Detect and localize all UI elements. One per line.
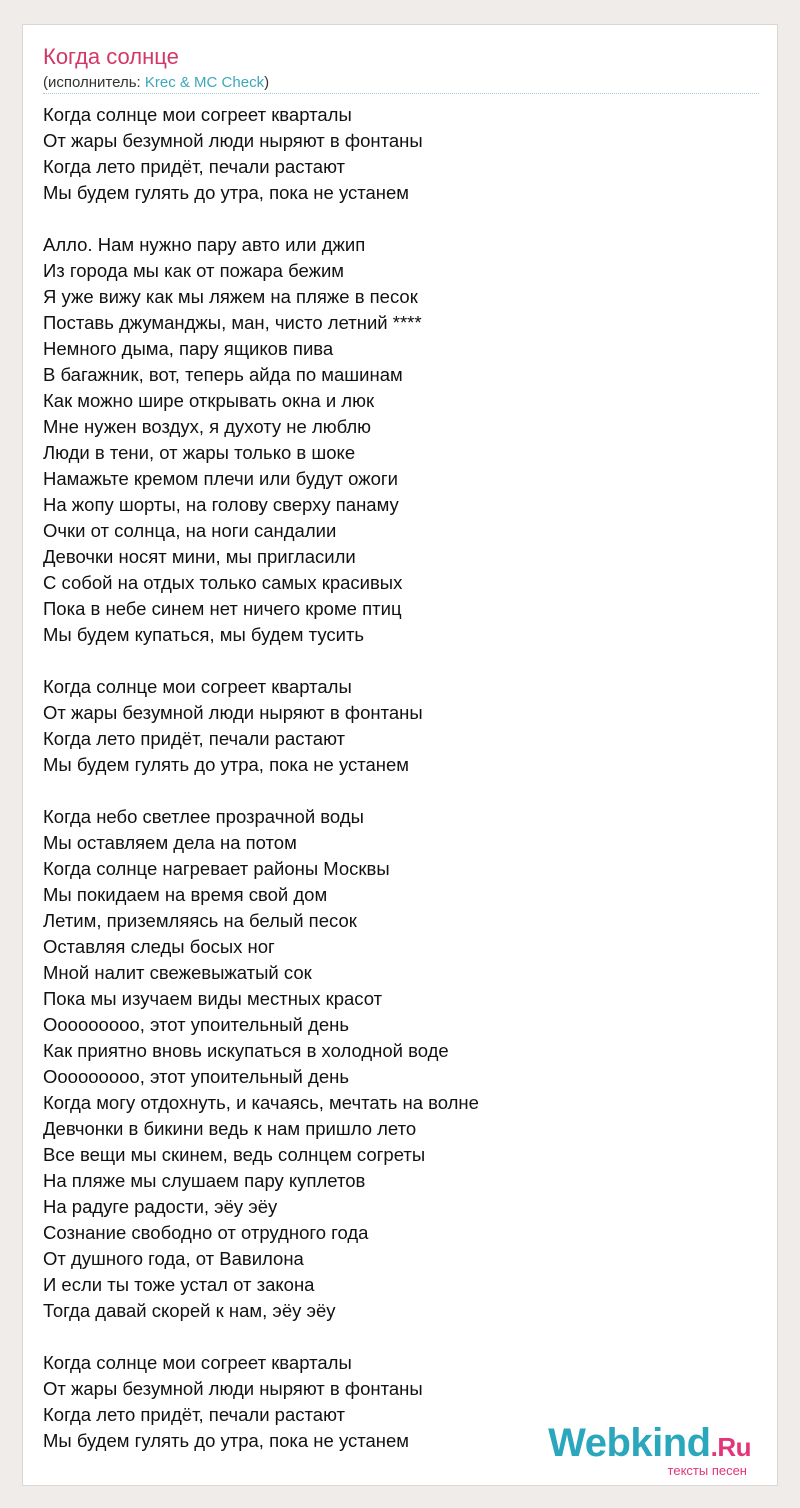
lyric-line: От жары безумной люди ныряют в фонтаны bbox=[43, 702, 423, 723]
lyric-line: Когда лето придёт, печали растают bbox=[43, 728, 346, 749]
lyric-line: Мы будем гулять до утра, пока не устанем bbox=[43, 754, 410, 775]
lyric-line: На радуге радости, эёу эёу bbox=[43, 1196, 278, 1217]
lyric-line: От душного года, от Вавилона bbox=[43, 1248, 304, 1269]
stanza-break bbox=[43, 1324, 743, 1350]
lyric-line: Пока в небе синем нет ничего кроме птиц bbox=[43, 598, 402, 619]
lyric-line: Сознание свободно от отрудного года bbox=[43, 1222, 369, 1243]
lyric-line: Когда лето придёт, печали растают bbox=[43, 156, 346, 177]
site-watermark bbox=[548, 1423, 751, 1477]
lyric-line: Все вещи мы скинем, ведь солнцем согреты bbox=[43, 1144, 426, 1165]
lyric-line: Мы будем купаться, мы будем тусить bbox=[43, 624, 365, 645]
lyrics-body bbox=[43, 102, 743, 1454]
lyric-line: От жары безумной люди ныряют в фонтаны bbox=[43, 130, 423, 151]
lyric-line: Ооооооооо, этот упоительный день bbox=[43, 1066, 349, 1087]
lyric-line: Как приятно вновь искупаться в холодной воде bbox=[43, 1040, 449, 1061]
lyric-line: Алло. Нам нужно пару авто или джип bbox=[43, 234, 366, 255]
lyrics-card bbox=[22, 24, 778, 1486]
lyric-line: На пляже мы слушаем пару куплетов bbox=[43, 1170, 366, 1191]
lyric-line: Оставляя следы босых ног bbox=[43, 936, 275, 957]
stanza-break bbox=[43, 648, 743, 674]
logo-name: Webkind bbox=[548, 1421, 711, 1465]
lyric-line: Ооооооооо, этот упоительный день bbox=[43, 1014, 349, 1035]
lyric-line: Мы оставляем дела на потом bbox=[43, 832, 297, 853]
artist-line bbox=[43, 74, 269, 92]
lyric-line: Когда небо светлее прозрачной воды bbox=[43, 806, 364, 827]
lyric-line: Немного дыма, пару ящиков пива bbox=[43, 338, 334, 359]
lyric-line: Из города мы как от пожара бежим bbox=[43, 260, 344, 281]
stanza-break bbox=[43, 778, 743, 804]
artist-prefix: (исполнитель: bbox=[43, 74, 145, 91]
lyric-line: Когда лето придёт, печали растают bbox=[43, 1404, 346, 1425]
lyric-line: Тогда давай скорей к нам, эёу эёу bbox=[43, 1300, 336, 1321]
lyric-line: Очки от солнца, на ноги сандалии bbox=[43, 520, 337, 541]
lyric-line: На жопу шорты, на голову сверху панаму bbox=[43, 494, 399, 515]
lyric-line: Когда солнце мои согреет кварталы bbox=[43, 1352, 352, 1373]
artist-link[interactable]: Krec & MC Check bbox=[144, 74, 265, 91]
lyric-line: Пока мы изучаем виды местных красот bbox=[43, 988, 383, 1009]
lyric-line: Я уже вижу как мы ляжем на пляже в песок bbox=[43, 286, 418, 307]
lyric-line: Мы будем гулять до утра, пока не устанем bbox=[43, 1430, 410, 1451]
logo-tagline: тексты песен bbox=[667, 1463, 747, 1478]
lyric-line: Девчонки в бикини ведь к нам пришло лето bbox=[43, 1118, 417, 1139]
lyric-line: Поставь джуманджы, ман, чисто летний **** bbox=[43, 312, 422, 333]
lyric-line: Мы будем гулять до утра, пока не устанем bbox=[43, 182, 410, 203]
lyric-line: Мне нужен воздух, я духоту не люблю bbox=[43, 416, 372, 437]
logo-tld: .Ru bbox=[710, 1432, 751, 1462]
lyric-line: Летим, приземляясь на белый песок bbox=[43, 910, 357, 931]
lyric-line: Когда солнце мои согреет кварталы bbox=[43, 104, 352, 125]
lyric-line: С собой на отдых только самых красивых bbox=[43, 572, 403, 593]
title-divider bbox=[43, 93, 759, 94]
artist-suffix: ) bbox=[264, 74, 270, 91]
lyric-line: От жары безумной люди ныряют в фонтаны bbox=[43, 1378, 423, 1399]
lyric-line: Как можно шире открывать окна и люк bbox=[43, 390, 375, 411]
lyric-line: В багажник, вот, теперь айда по машинам bbox=[43, 364, 403, 385]
webkind-logo bbox=[548, 1423, 751, 1467]
lyric-line: Когда могу отдохнуть, и качаясь, мечтать на волне bbox=[43, 1092, 479, 1113]
lyric-line: Намажьте кремом плечи или будут ожоги bbox=[43, 468, 398, 489]
song-title: Когда солнце bbox=[43, 44, 179, 69]
lyric-line: Когда солнце нагревает районы Москвы bbox=[43, 858, 390, 879]
lyric-line: Мы покидаем на время свой дом bbox=[43, 884, 328, 905]
lyric-line: Мной налит свежевыжатый сок bbox=[43, 962, 312, 983]
lyric-line: Когда солнце мои согреет кварталы bbox=[43, 676, 352, 697]
lyric-line: И если ты тоже устал от закона bbox=[43, 1274, 315, 1295]
lyric-line: Девочки носят мини, мы пригласили bbox=[43, 546, 356, 567]
stanza-break bbox=[43, 206, 743, 232]
lyric-line: Люди в тени, от жары только в шоке bbox=[43, 442, 356, 463]
